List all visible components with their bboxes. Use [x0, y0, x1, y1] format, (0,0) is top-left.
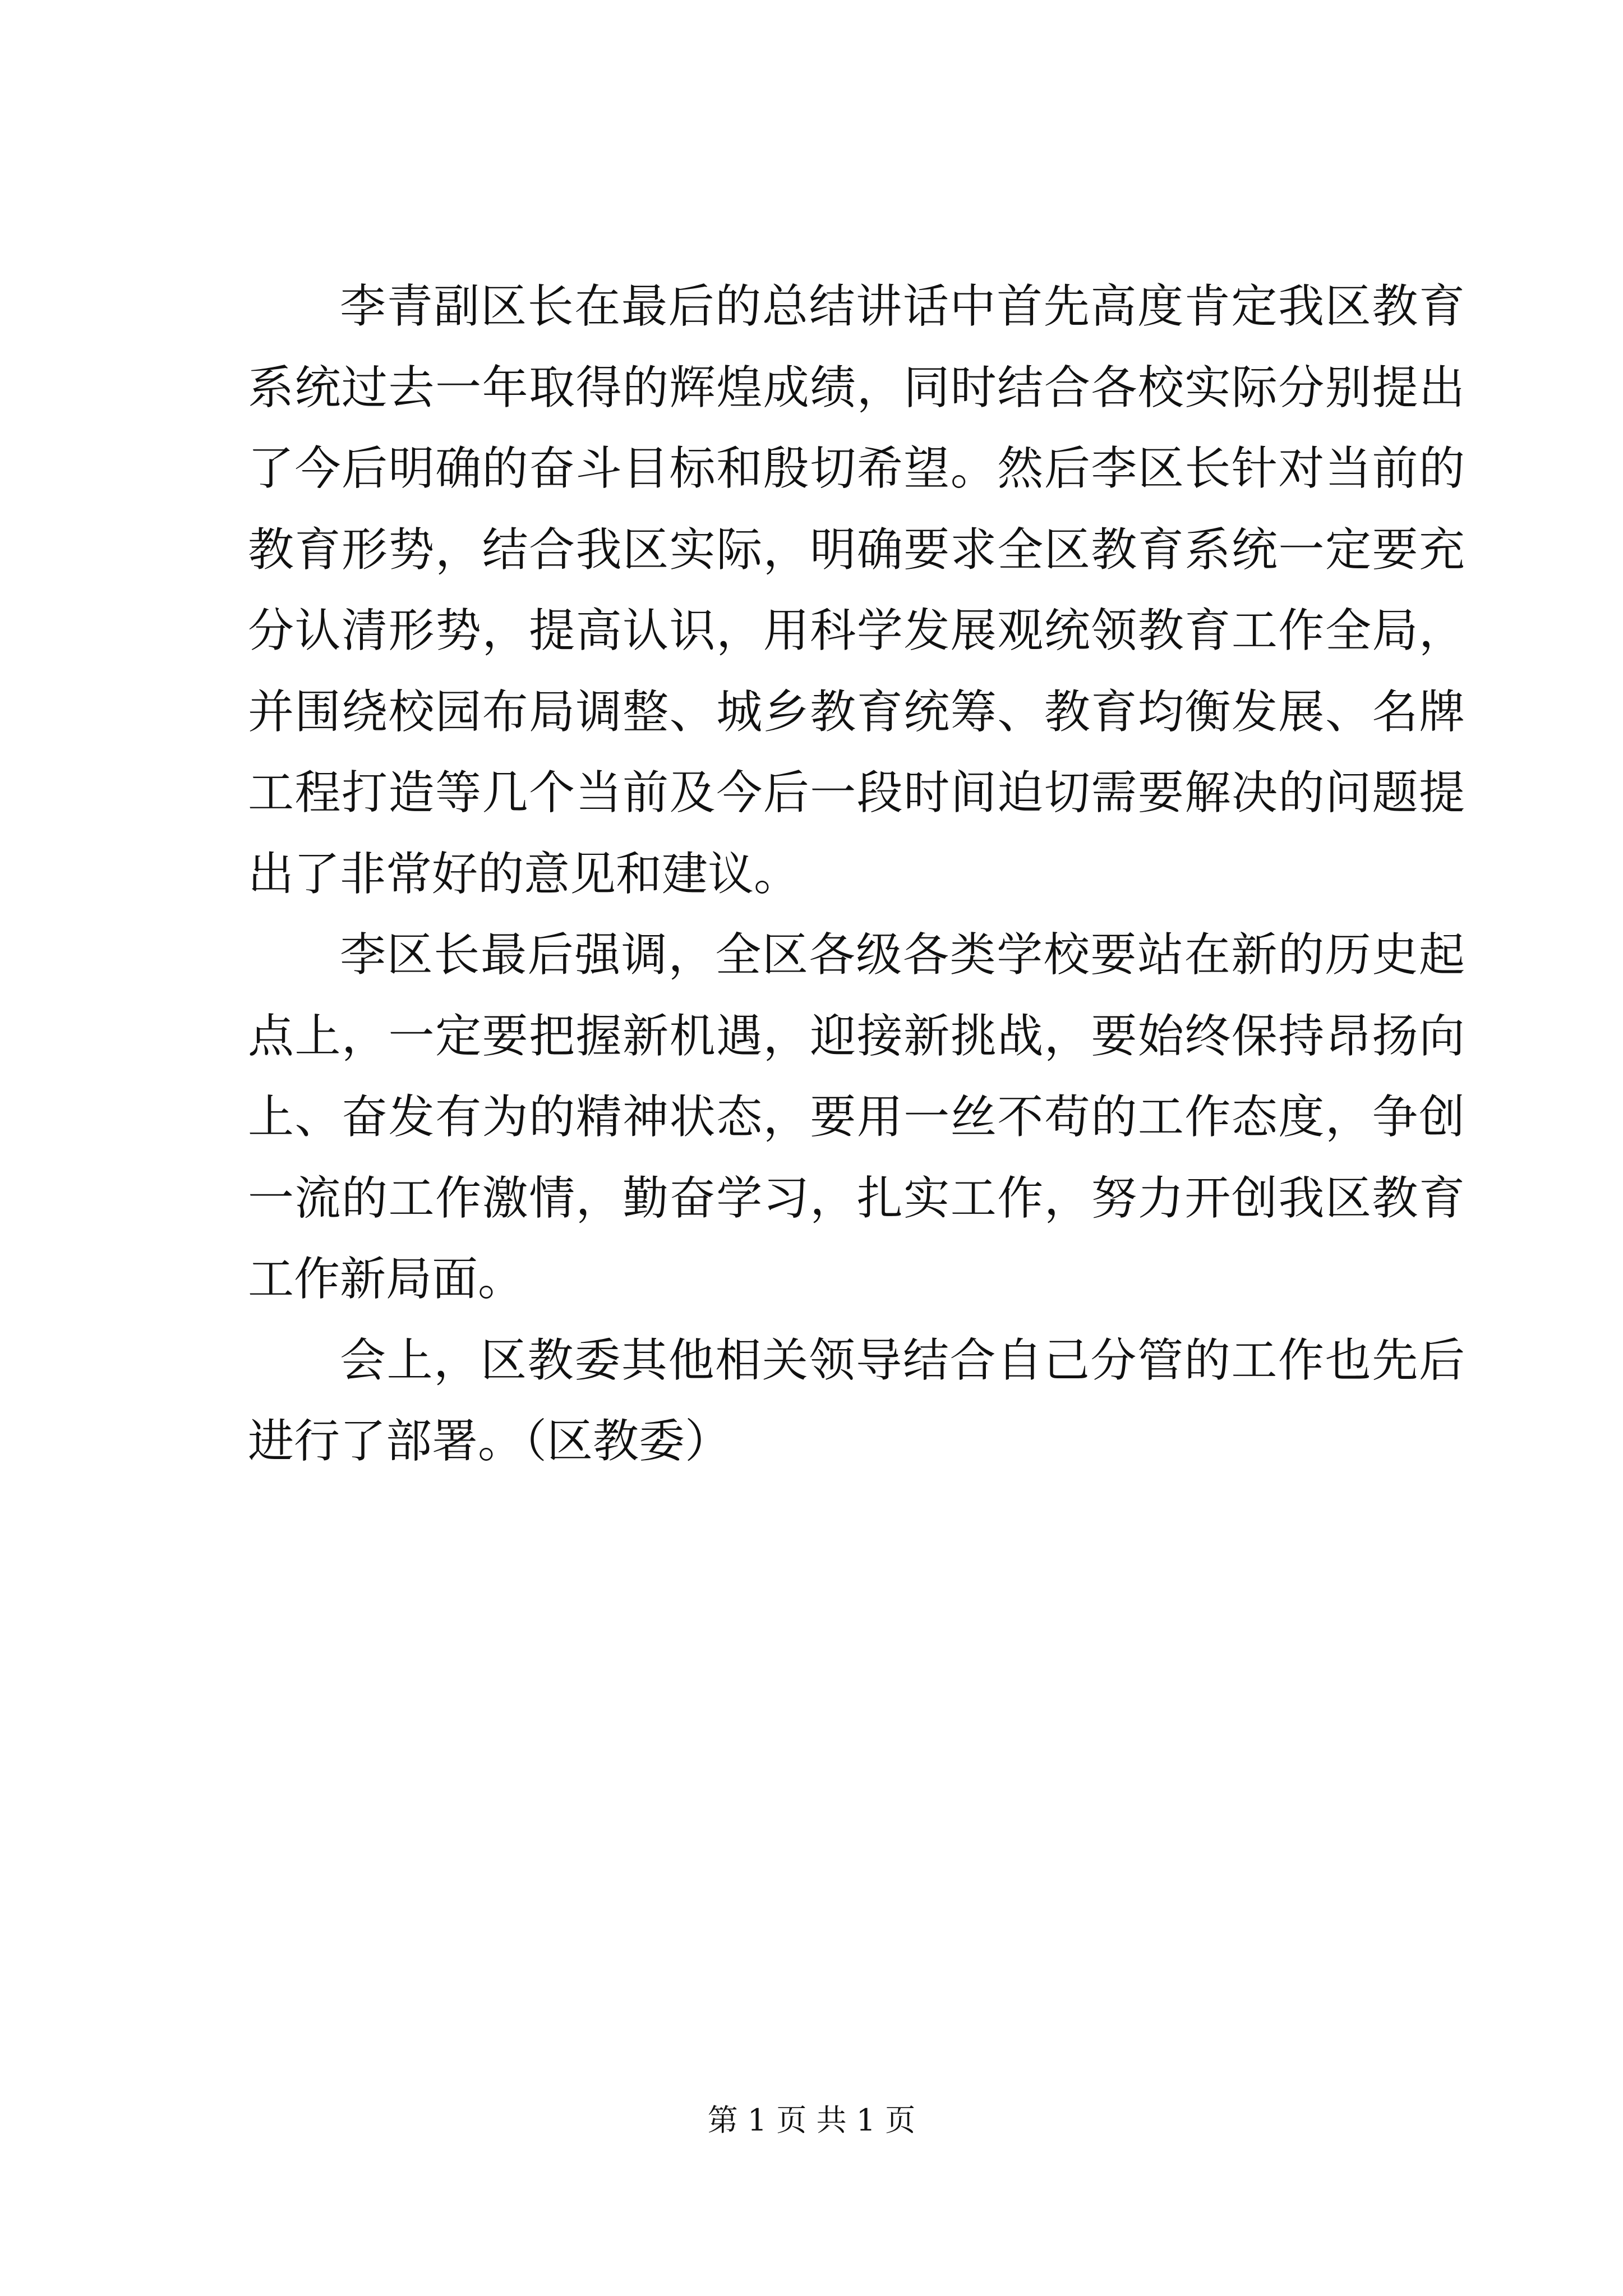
paragraph-2: 李区长最后强调，全区各级各类学校要站在新的历史起点上，一定要把握新机遇，迎接新挑战，要始终保持昂扬向上、奋发有为的精神状态，要用一丝不苟的工作态度，争创一流的工作激情，勤奋学习，扎实工作，努力开创我区教育工作新局面。: [248, 928, 1465, 1306]
paragraph-3: 会上，区教委其他相关领导结合自己分管的工作也先后进行了部署。（区教委）: [248, 1333, 1465, 1468]
paragraph-1: 李青副区长在最后的总结讲话中首先高度肯定我区教育系统过去一年取得的辉煌成绩，同时结合各校实际分别提出了今后明确的奋斗目标和殷切希望。然后李区长针对当前的教育形势，结合我区实际，明确要求全区教育系统一定要充分认清形势，提高认识，用科学发展观统领教育工作全局，并围绕校园布局调整、城乡教育统筹、教育均衡发展、名牌工程打造等几个当前及今后一段时间迫切需要解决的问题提出了非常好的意见和建议。: [248, 280, 1465, 901]
document-body: [248, 266, 1465, 1483]
page-footer: 第 1 页 共 1 页: [707, 2102, 916, 2138]
